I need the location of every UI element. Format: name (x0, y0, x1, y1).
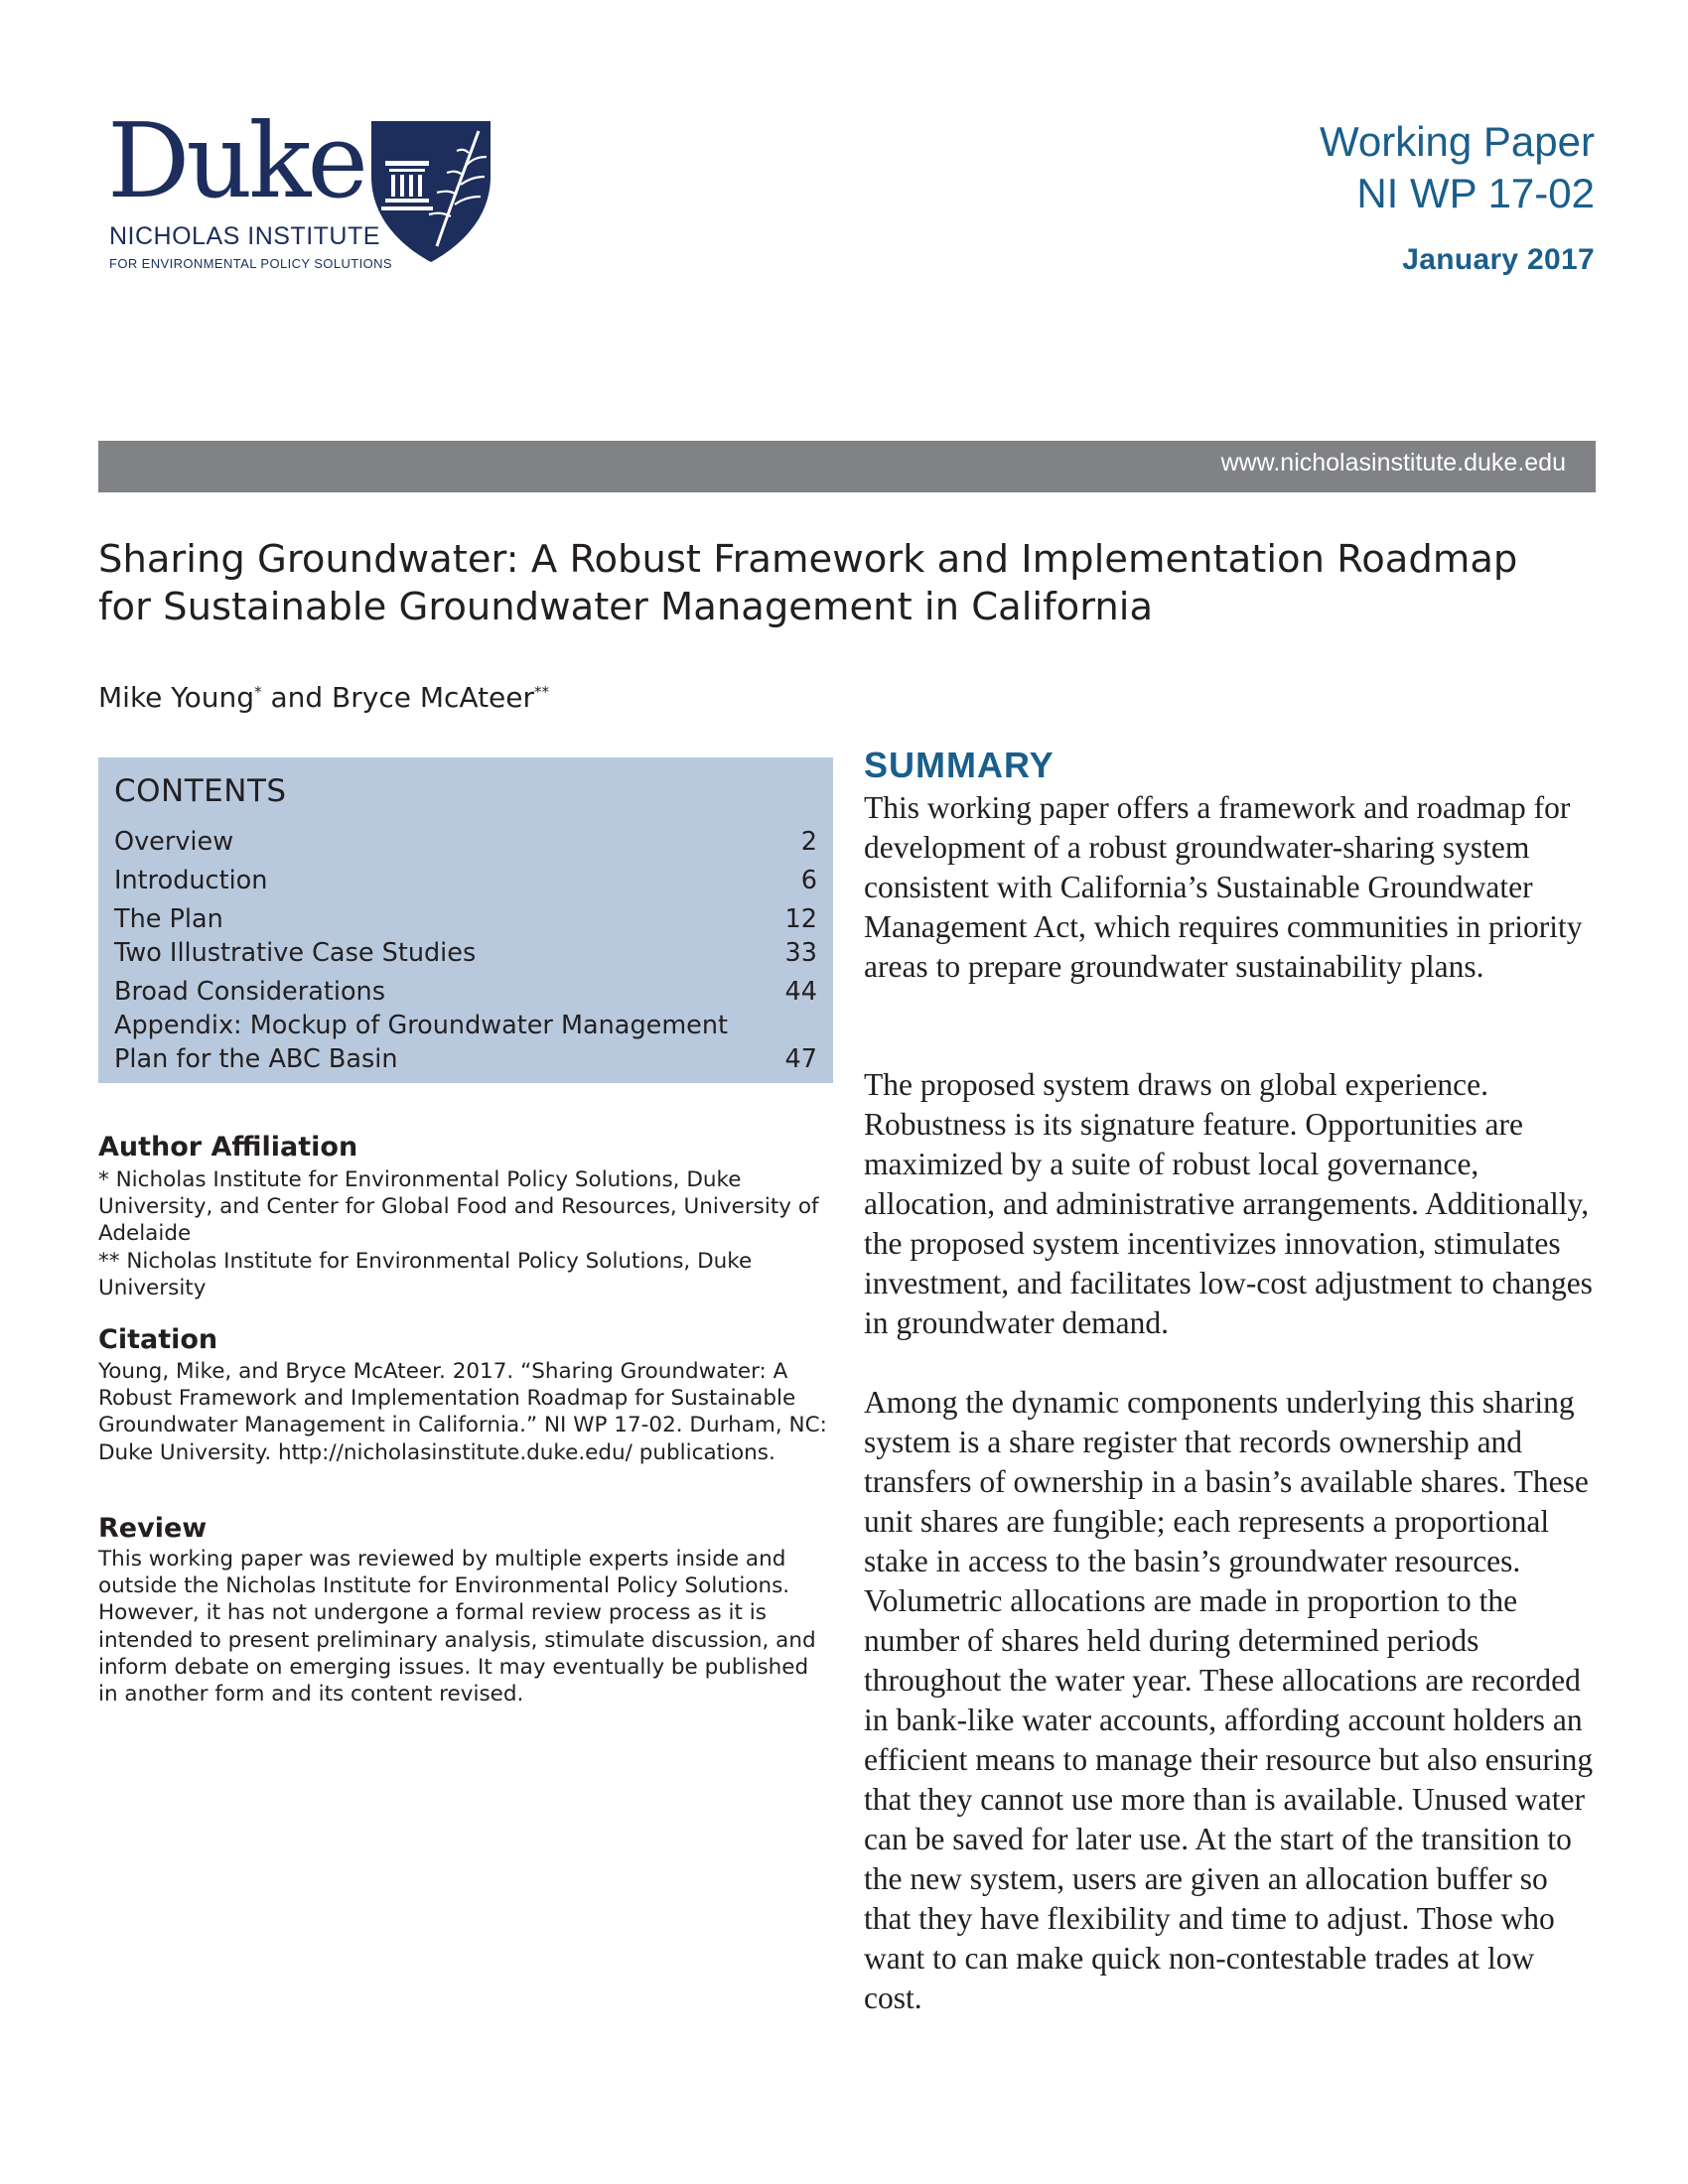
toc-label: Broad Considerations (114, 977, 385, 1007)
logo-institute-name: NICHOLAS INSTITUTE (109, 222, 380, 250)
paper-title (98, 536, 1608, 631)
series-label: Working Paper (1319, 118, 1595, 165)
toc-label: Introduction (114, 866, 268, 895)
contents-heading: CONTENTS (114, 773, 287, 809)
author-conjunction: and (261, 681, 333, 714)
url-band (98, 441, 1596, 492)
logo-wordmark: Duke (107, 100, 364, 221)
citation-text: Young, Mike, and Bryce McAteer. 2017. “Sharing Groundwater: A Robust Framework and Implementation Roadmap for Sustainable Groundwater Management in California.” NI WP 17-02. Durham, NC: Duke University. http://nicholasinstitute.duke.edu/ publications. (98, 1359, 827, 1465)
summary-paragraph-1: This working paper offers a framework and roadmap for development of a robust groundwater-sharing system consistent with California’s Sustainable Groundwater Management Act, which requires communities in priority areas to prepare groundwater sustainability plans. (864, 790, 1583, 984)
summary-paragraph-2: The proposed system draws on global experience. Robustness is its signature feature. Opportunities are maximized by a suite of robust local governance, allocation, and administrative arrangements. Additionally, the proposed system incentivizes innovation, stimulates investment, and facilitates low-cost adjustment to changes in groundwater demand. (864, 1067, 1593, 1340)
title-line-2: for Sustainable Groundwater Management in California (98, 585, 1154, 629)
summary-heading: SUMMARY (864, 745, 1055, 785)
affiliation-text (98, 1166, 833, 1301)
toc-page: 2 (800, 827, 817, 857)
paper-header (1320, 116, 1595, 277)
toc-item-broad-considerations[interactable] (114, 975, 817, 1009)
publication-date: January 2017 (1402, 243, 1595, 276)
contents-box (98, 757, 833, 1083)
review-text: This working paper was reviewed by multiple experts inside and outside the Nicholas Institute for Environmental Policy Solutions. However, it has not undergone a formal review process as it is intended to present preliminary analysis, stimulate discussion, and inform debate on emerging issues. It may eventually be published in another form and its content revised. (98, 1547, 816, 1707)
author-1: Mike Young (98, 681, 255, 714)
toc-label: The Plan (114, 904, 223, 934)
toc-item-overview[interactable] (114, 825, 817, 859)
toc-item-introduction[interactable] (114, 864, 817, 897)
author-2: Bryce McAteer (332, 681, 535, 714)
paper-number: NI WP 17-02 (1356, 170, 1595, 216)
title-line-1: Sharing Groundwater: A Robust Framework and Implementation Roadmap (98, 537, 1518, 582)
affiliation-heading: Author Affiliation (98, 1132, 358, 1162)
author-1-mark: * (254, 683, 262, 701)
toc-item-case-studies[interactable] (114, 936, 817, 970)
toc-label: Appendix: Mockup of Groundwater Management (114, 1011, 729, 1040)
review-heading: Review (98, 1513, 208, 1544)
duke-logo (107, 100, 494, 276)
citation-heading: Citation (98, 1324, 218, 1355)
toc-page: 47 (784, 1044, 817, 1074)
summary-paragraph-3: Among the dynamic components underlying this sharing system is a share register that records ownership and transfers of ownership in a basin’s available shares. These unit shares are fungible; each represents a proportional stake in access to the basin’s groundwater resources. Volumetric allocations are made in proportion to the number of shares held during determined periods throughout the water year. These allocations are recorded in bank-like water accounts, affording account holders an efficient means to manage their resource but also ensuring that they cannot use more than is available. Unused water can be saved for later use. At the start of the transition to the new system, users are given an allocation buffer so that they have flexibility and time to adjust. Those who want to can make quick non-contestable trades at low cost. (864, 1385, 1594, 2015)
toc-label-continued: Plan for the ABC Basin (114, 1044, 398, 1074)
toc-page: 6 (800, 866, 817, 895)
affiliation-line-2: ** Nicholas Institute for Environmental Policy Solutions, Duke University (98, 1248, 753, 1300)
toc-page: 12 (784, 904, 817, 934)
shield-icon (367, 117, 494, 266)
toc-item-the-plan[interactable] (114, 902, 817, 936)
affiliation-line-1: * Nicholas Institute for Environmental Policy Solutions, Duke University, and Center for Global Food and Resources, University of Adelaide (98, 1167, 819, 1247)
website-link[interactable]: www.nicholasinstitute.duke.edu (1220, 449, 1566, 477)
toc-page: 44 (784, 977, 817, 1007)
toc-item-appendix[interactable] (114, 1009, 817, 1076)
toc-label: Overview (114, 827, 234, 857)
authors (98, 681, 549, 714)
logo-subtitle: FOR ENVIRONMENTAL POLICY SOLUTIONS (109, 256, 392, 271)
toc-label: Two Illustrative Case Studies (114, 938, 477, 968)
author-2-mark: ** (534, 683, 550, 701)
toc-page: 33 (784, 938, 817, 968)
